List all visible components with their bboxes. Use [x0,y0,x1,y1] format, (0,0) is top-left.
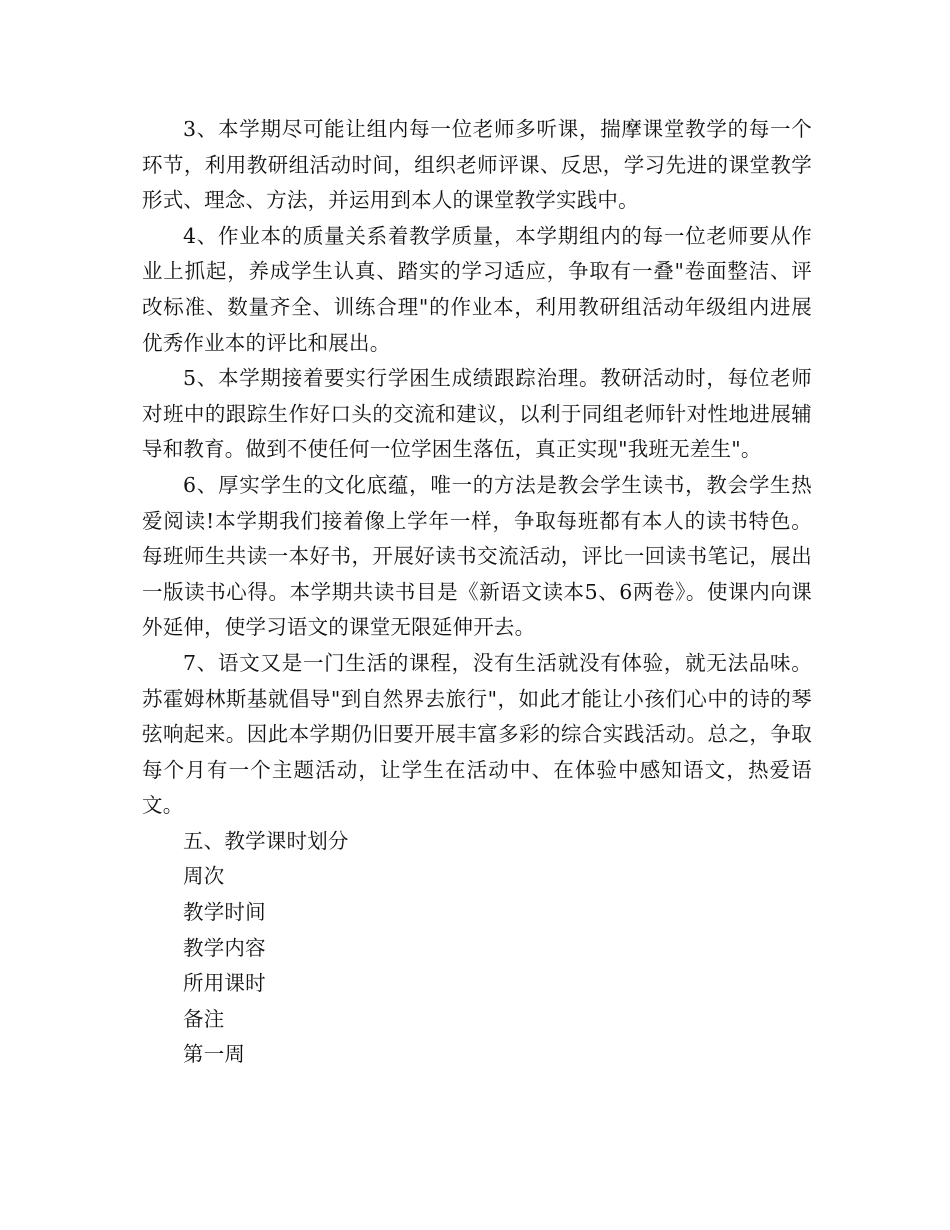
paragraph-item-3: 3、本学期尽可能让组内每一位老师多听课，揣摩课堂教学的每一个环节，利用教研组活动时间，组织老师评课、反思，学习先进的课堂教学形式、理念、方法，并运用到本人的课堂教学实践中。 [142,117,812,213]
paragraph-item-7: 7、语文又是一门生活的课程，没有生活就没有体验，就无法品味。苏霍姆林斯基就倡导"到自然界去旅行"，如此才能让小孩们心中的诗的琴弦响起来。因此本学期仍旧要开展丰富多彩的综合实践活动。总之，争取每个月有一个主题活动，让学生在活动中、在体验中感知语文，热爱语文。 [142,650,812,818]
table-header-week: 周次 [183,864,225,889]
table-header-class-hours: 所用课时 [183,971,266,996]
table-header-teaching-time: 教学时间 [183,900,266,925]
document-body [142,112,812,1073]
paragraph-item-6: 6、厚实学生的文化底蕴，唯一的方法是教会学生读书，教会学生热爱阅读!本学期我们接着像上学年一样，争取每班都有本人的读书特色。每班师生共读一本好书，开展好读书交流活动，评比一回读书笔记，展出一版读书心得。本学期共读书目是《新语文读本5、6两卷》。使课内向课外延伸，使学习语文的课堂无限延伸开去。 [142,472,812,640]
paragraph-item-4: 4、作业本的质量关系着教学质量，本学期组内的每一位老师要从作业上抓起，养成学生认真、踏实的学习适应，争取有一叠"卷面整洁、评改标准、数量齐全、训练合理"的作业本，利用教研组活动年级组内进展优秀作业本的评比和展出。 [142,223,812,355]
paragraph-item-5: 5、本学期接着要实行学困生成绩跟踪治理。教研活动时，每位老师对班中的跟踪生作好口头的交流和建议，以利于同组老师针对性地进展辅导和教育。做到不使任何一位学困生落伍，真正实现"我班无差生"。 [142,366,812,462]
table-header-remarks: 备注 [183,1006,225,1031]
table-header-teaching-content: 教学内容 [183,935,266,960]
section-heading: 五、教学课时划分 [183,828,349,853]
table-row-week-one: 第一周 [183,1042,246,1067]
